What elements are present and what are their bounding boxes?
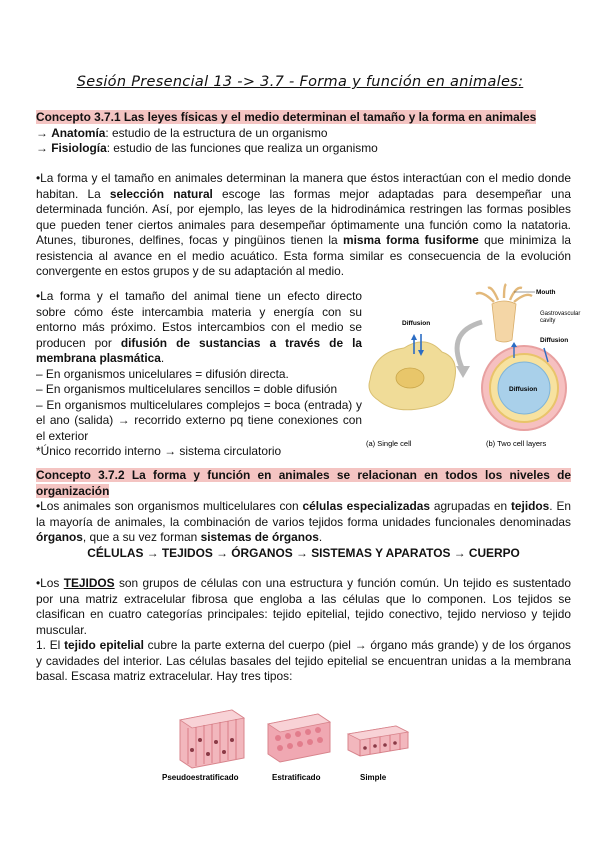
text-run: •La forma y el tamaño en animales determinan la manera que éstos interactúan con el medio donde habitan. La (36, 171, 571, 201)
arrow-head-icon (456, 366, 470, 378)
forma-fusiforme-bold: misma forma fusiforme (343, 233, 479, 247)
fisiologia-def: : estudio de las funciones que realiza un organismo (106, 141, 378, 155)
text-run: . En la mayoría de animales, la combinación de varios tejidos forma unidades funcionales denominadas (36, 499, 571, 529)
text-run: . (318, 530, 323, 544)
single-cell-illustration (369, 320, 456, 410)
gastro-label-1: Gastrovascular (540, 311, 581, 317)
text-run: cubre la parte externa del cuerpo (piel → órgano más grande) y de los órganos y cavidades del interior. Las células basales del tejido epitelial se encuentran unidas a la membrana basal. Escasa matriz extracelular. Hay tres tipos: (36, 638, 571, 683)
list-item: – En organismos unicelulares = difusión directa. (36, 366, 289, 381)
epithelial-types-illustration (160, 700, 420, 792)
text-run: . (160, 351, 165, 365)
concept-2-heading: Concepto 3.7.2 La forma y función en animales se relacionan en todos los niveles de organización (36, 468, 571, 498)
list-item-note: *Único recorrido interno → sistema circulatorio (36, 444, 282, 458)
tejidos-paragraph (36, 499, 571, 546)
concept-2-header (36, 468, 571, 561)
pseudostratified-illustration (180, 710, 244, 768)
stratified-illustration (268, 714, 330, 762)
text-run: •La forma y el tamaño del animal tiene un efecto directo sobre cómo éste intercambia materia y energía con su entorno más próximo. Estos intercambios con el medio se producen por (36, 289, 362, 350)
text-run: •Los animales son organismos multicelulares con (36, 499, 303, 513)
hydra-illustration (476, 284, 532, 342)
celulas-especializadas-bold: células especializadas (302, 499, 430, 513)
gastro-label-2: cavity (540, 318, 556, 324)
curved-arrow-icon (457, 322, 482, 368)
difusion-paragraph (36, 289, 362, 460)
stratified-caption: Estratificado (272, 773, 321, 782)
seleccion-natural-bold: selección natural (109, 186, 213, 201)
organos-bold: órganos (36, 530, 83, 544)
two-layers-caption: (b) Two cell layers (486, 439, 547, 448)
anatomia-term: Anatomía (51, 125, 106, 140)
difusion-bold: difusión de sustancias a través de la membrana plasmática (36, 335, 362, 365)
fisiologia-line: → Fisiología: estudio de las funciones que realiza un organismo (36, 141, 378, 155)
text-run: que minimiza la resistencia al avance en el medio acuático. Esta forma similar es consecuencia de la evolución convergente en estos grupos y de su adaptación al medio. (36, 233, 571, 278)
simple-caption: Simple (360, 773, 387, 782)
anatomia-def: : estudio de la estructura de un organismo (105, 125, 328, 140)
tejidos-definition (36, 576, 571, 685)
hierarchy-chain: CÉLULAS → TEJIDOS → ÓRGANOS → SISTEMAS Y APARATOS → CUERPO (87, 545, 520, 560)
concept-1-heading: Concepto 3.7.1 Las leyes físicas y el medio determinan el tamaño y la forma en animales (36, 110, 537, 124)
fisiologia-term: Fisiología (51, 141, 107, 155)
concept-1-header (36, 110, 571, 157)
text-run: , que a su vez forman (82, 530, 201, 544)
diffusion-diagram (364, 282, 581, 452)
single-cell-caption: (a) Single cell (366, 439, 412, 448)
page-title: Sesión Presencial 13 -> 3.7 - Forma y función en animales: (76, 74, 524, 90)
pseudostratified-caption: Pseudoestratificado (162, 773, 239, 782)
sistemas-bold: sistemas de órganos (200, 530, 319, 544)
anatomia-line: → Anatomía: estudio de la estructura de un organismo (36, 125, 328, 140)
diffusion-label-b: Diffusion (540, 337, 569, 344)
text-run: 1. El (36, 638, 65, 652)
list-item: – En organismos multicelulares sencillos = doble difusión (36, 382, 338, 396)
tejidos-underlined: TEJIDOS (63, 576, 115, 590)
text-run: son grupos de células con una estructura y función común. Un tejido es sustentado por una matriz extracelular fibrosa que engloba a las células que lo componen. Los tejidos se clasifican en cuatro categorías principales: tejido epitelial, tejido conectivo, tejido nervioso y tejido muscular. (36, 576, 571, 637)
forma-paragraph (36, 171, 571, 280)
text-run: agrupadas en (429, 499, 511, 513)
epitelial-paragraph (36, 638, 571, 685)
text-run: escoge las formas mejor adaptadas para desempeñar una determinada función. Así, por ejemplo, las leyes de la hidrodinámica restringen las formas posibles que pueden tener ciertos animales para desempeñar óptimamente una función como la natatoria. Atunes, tiburones, delfines, focas y pingüinos tienen la (36, 186, 571, 247)
text-run: •Los (36, 576, 64, 590)
tejidos-bold: tejidos (510, 499, 550, 513)
diffusion-label-c: Diffusion (509, 386, 538, 393)
list-item: – En organismos multicelulares complejos = boca (entrada) y el ano (salida) → recorrido externo pq tiene conexiones con el exterior (36, 397, 362, 443)
tejido-epitelial-bold: tejido epitelial (64, 638, 144, 652)
diffusion-label-a: Diffusion (402, 320, 431, 327)
simple-illustration (348, 726, 408, 756)
mouth-label: Mouth (536, 289, 556, 296)
